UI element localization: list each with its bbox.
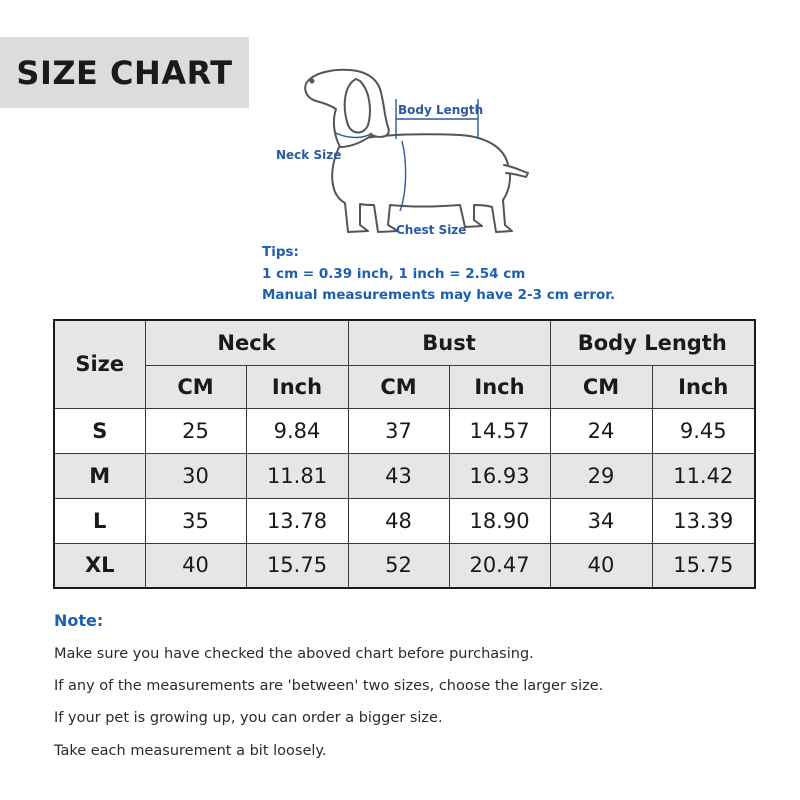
body-length-label: Body Length bbox=[398, 103, 484, 117]
table-cell: 43 bbox=[348, 453, 449, 498]
note-line: If any of the measurements are 'between' two sizes, choose the larger size. bbox=[54, 678, 604, 694]
chest-size-label: Chest Size bbox=[396, 223, 467, 237]
unit-header: CM bbox=[145, 365, 246, 408]
table-row bbox=[54, 543, 755, 588]
table-cell: 14.57 bbox=[449, 408, 550, 453]
table-cell: 35 bbox=[145, 498, 246, 543]
table-cell: 34 bbox=[550, 498, 652, 543]
tips-error-note: Manual measurements may have 2-3 cm error. bbox=[262, 287, 616, 303]
size-header: Size bbox=[54, 320, 145, 408]
group-header-body-length: Body Length bbox=[550, 320, 755, 365]
size-chart-title-box bbox=[0, 37, 249, 108]
unit-header: CM bbox=[348, 365, 449, 408]
note-line: If your pet is growing up, you can order a bigger size. bbox=[54, 710, 443, 726]
table-cell: 11.81 bbox=[246, 453, 348, 498]
table-cell: 25 bbox=[145, 408, 246, 453]
size-cell: M bbox=[54, 453, 145, 498]
table-cell: 20.47 bbox=[449, 543, 550, 588]
table-cell: 37 bbox=[348, 408, 449, 453]
size-cell: S bbox=[54, 408, 145, 453]
table-cell: 40 bbox=[145, 543, 246, 588]
group-header-bust: Bust bbox=[348, 320, 550, 365]
dog-measurement-diagram bbox=[260, 55, 560, 245]
table-cell: 40 bbox=[550, 543, 652, 588]
note-line: Make sure you have checked the aboved chart before purchasing. bbox=[54, 646, 534, 662]
unit-header: CM bbox=[550, 365, 652, 408]
table-cell: 13.78 bbox=[246, 498, 348, 543]
table-cell: 24 bbox=[550, 408, 652, 453]
size-cell: XL bbox=[54, 543, 145, 588]
unit-header: Inch bbox=[652, 365, 755, 408]
note-heading: Note: bbox=[54, 611, 104, 630]
table-row bbox=[54, 453, 755, 498]
table-cell: 18.90 bbox=[449, 498, 550, 543]
size-cell: L bbox=[54, 498, 145, 543]
tips-conversion: 1 cm = 0.39 inch, 1 inch = 2.54 cm bbox=[262, 265, 526, 282]
table-cell: 15.75 bbox=[246, 543, 348, 588]
table-cell: 15.75 bbox=[652, 543, 755, 588]
unit-header: Inch bbox=[246, 365, 348, 408]
table-cell: 30 bbox=[145, 453, 246, 498]
table-cell: 52 bbox=[348, 543, 449, 588]
table-row bbox=[54, 408, 755, 453]
page-title: SIZE CHART bbox=[16, 53, 233, 92]
table-cell: 9.84 bbox=[246, 408, 348, 453]
table-cell: 11.42 bbox=[652, 453, 755, 498]
note-line: Take each measurement a bit loosely. bbox=[54, 743, 327, 759]
tips-heading: Tips: bbox=[262, 244, 299, 260]
table-cell: 13.39 bbox=[652, 498, 755, 543]
unit-header: Inch bbox=[449, 365, 550, 408]
table-cell: 9.45 bbox=[652, 408, 755, 453]
size-table bbox=[53, 319, 756, 589]
tips-block bbox=[262, 242, 615, 307]
table-cell: 48 bbox=[348, 498, 449, 543]
neck-size-label: Neck Size bbox=[276, 148, 342, 162]
table-cell: 16.93 bbox=[449, 453, 550, 498]
table-row bbox=[54, 498, 755, 543]
table-cell: 29 bbox=[550, 453, 652, 498]
group-header-neck: Neck bbox=[145, 320, 348, 365]
